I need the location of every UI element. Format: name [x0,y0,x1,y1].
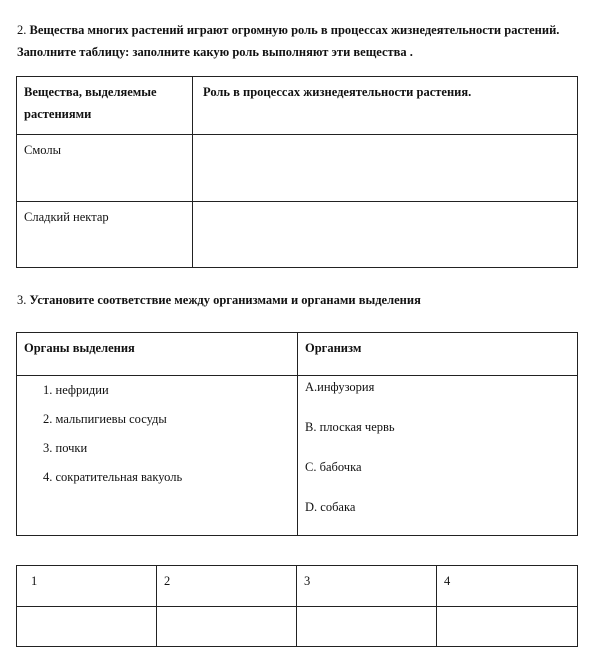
answer-input-cell[interactable] [17,607,157,647]
answer-number-cell: 2 [157,566,297,607]
list-item: A.инфузория [305,380,375,394]
list-item: 1. нефридии [43,383,109,397]
answer-number-cell: 3 [297,566,437,607]
task-3-question: Установите соответствие между организмами и органами выделения [29,293,421,307]
answer-number-cell: 1 [17,566,157,607]
answer-input-cell[interactable] [437,607,578,647]
task-3-answer-table [16,565,578,647]
task-2-role-answer-cell[interactable] [193,202,578,268]
task-2-number: 2. [17,23,27,37]
list-item: 3. почки [43,441,88,455]
task-3-organisms-list [298,376,578,536]
task-2-substance-cell: Сладкий нектар [17,202,193,268]
task-3-header-row [17,333,578,376]
task-2-question: Вещества многих растений играют огромную роль в процессах жизнедеятельности растений. Заполните таблицу: заполните какую роль выполняют эти вещества . [17,23,560,59]
list-item: 4. сократительная вакуоль [43,470,183,484]
task-2-table [16,76,578,268]
task-2-header-role: Роль в процессах жизнедеятельности растения. [193,77,578,135]
list-item: B. плоская червь [305,420,395,434]
task-2-header-substance: Вещества, выделяемые растениями [17,77,193,135]
task-3-header-organs: Органы выделения [17,333,298,376]
task-2-header-row [17,77,578,135]
task-3-header-organisms: Организм [298,333,578,376]
task-3-organs-list [17,376,298,536]
answer-input-row [17,607,578,647]
task-3-matching-table [16,332,578,536]
list-item: 2. мальпигиевы сосуды [43,412,167,426]
table-row [17,135,578,202]
task-2-substance-cell: Смолы [17,135,193,202]
answer-input-cell[interactable] [157,607,297,647]
list-item: D. собака [305,500,356,514]
task-3-text [17,289,577,311]
list-item: C. бабочка [305,460,362,474]
task-2-text [17,19,577,63]
answer-number-cell: 4 [437,566,578,607]
task-3-number: 3. [17,293,27,307]
answer-input-cell[interactable] [297,607,437,647]
task-2-role-answer-cell[interactable] [193,135,578,202]
task-3-content-row [17,376,578,536]
table-row [17,202,578,268]
answer-number-row [17,566,578,607]
